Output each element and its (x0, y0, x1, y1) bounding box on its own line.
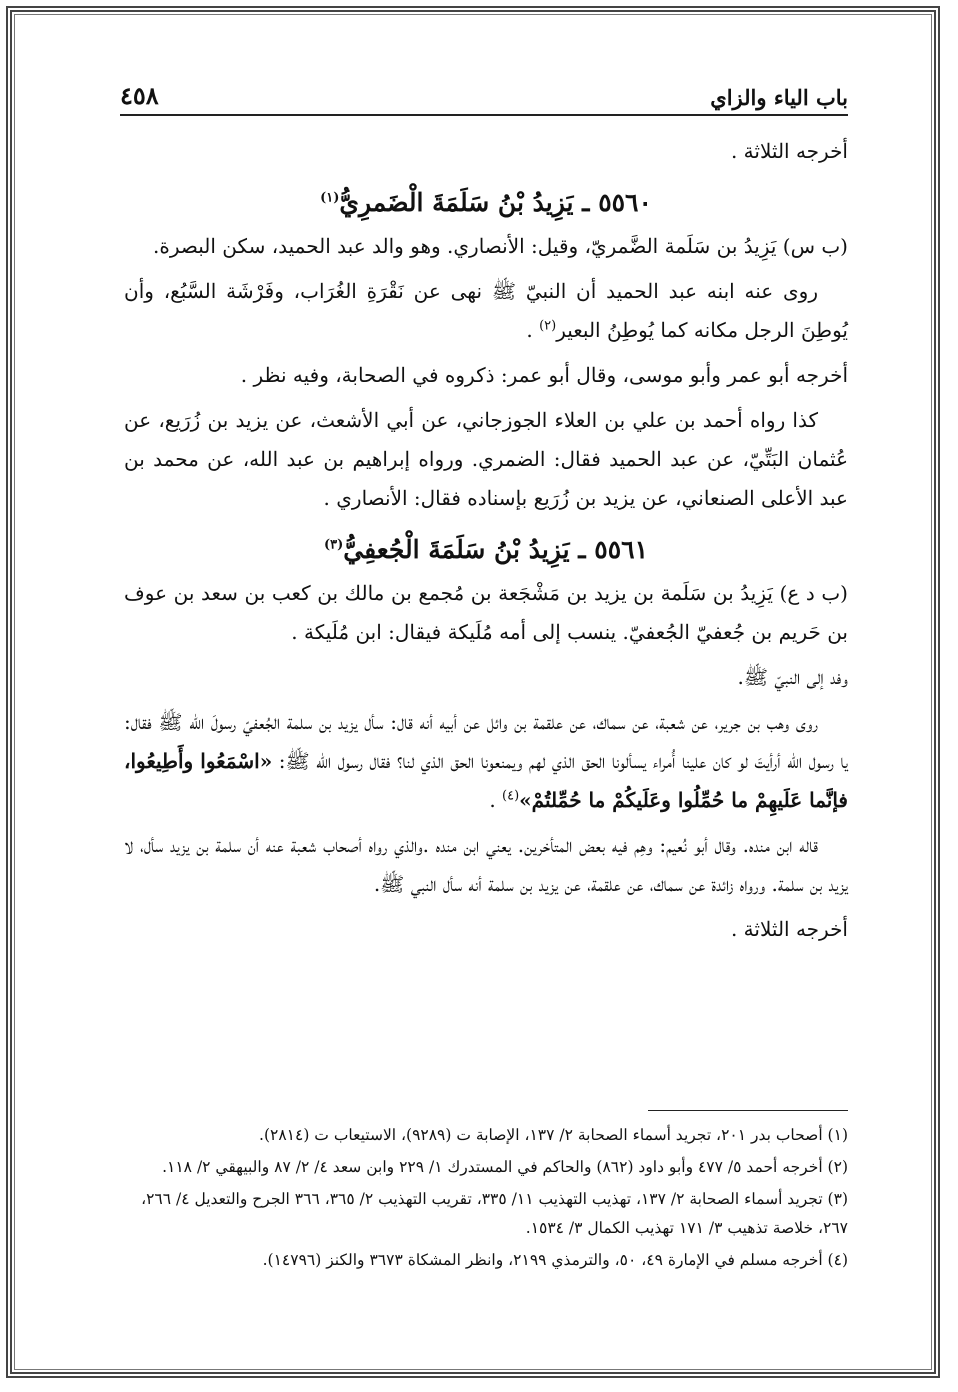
paragraph (124, 272, 848, 350)
entry-title-text: ٥٥٦١ ـ يَزِيدُ بْنُ سَلَمَةَ الْجُعفِيُّ (343, 535, 648, 564)
footnote: (٢) أخرجه أحمد ٥/ ٤٧٧ وأبو داود (٨٦٢) والحاكم في المستدرك ١/ ٢٢٩ وابن سعد ٤/ ٢/ ٨٧ والبيهقي ٢/ ١١٨. (162, 1158, 848, 1176)
footnote-ref: (٤) (502, 788, 520, 804)
paragraph-end: . (489, 788, 503, 812)
entry-title-5561 (124, 530, 848, 570)
paragraph: أخرجه الثلاثة . (730, 917, 848, 941)
footnotes-section (124, 1110, 848, 1278)
entry-title-5560 (124, 183, 848, 223)
paragraph (124, 703, 848, 820)
paragraph-text: روى وهب بن جرير، عن شعبة، عن سماك، عن علقمة بن وائل عن أبيه أنه قال: سأل يزيد بن سلمة الجُعفيّ رسولَ الله ﷺ فقال: يا رسول الله أرأيتَ لو كان علينا أُمراء يسألونا الحق الذي لهم ويمنعونا الحق الذي لنا؟ فقال رسول الله ﷺ: (124, 710, 848, 773)
chapter-title: باب الياء والزاي (710, 85, 848, 110)
paragraph: (ب س) يَزِيدُ بن سَلَمة الضَّمريّ، وقيل: الأنصاري. وهو والد عبد الحميد، سكن البصرة. (153, 234, 848, 258)
paragraph: قاله ابن منده. وقال أبو نُعيم: وهِم فيه بعض المتأخرين. يعني ابن منده .والذي رواه أصحاب شعبة عنه أن سلمة بن يزيد سأل، لا يزيد بن سلمة. ورواه زائدة عن سماك، عن علقمة، عن يزيد بن سلمة أنه سأل النبي ﷺ. (124, 833, 848, 896)
footnote-ref: (٢) (539, 318, 557, 334)
paragraph-end: . (526, 318, 540, 342)
footnote: (٣) تجريد أسماء الصحابة ٢/ ١٣٧، تهذيب التهذيب ١١/ ٣٣٥، تقريب التهذيب ٢/ ٣٦٥، ٣٦٦ الجرح والتعديل ٤/ ٢٦٦، ٢٦٧، خلاصة تذهيب ٣/ ١٧١ تهذيب الكمال ٣/ ١٥٣٤. (141, 1190, 848, 1237)
paragraph: كذا رواه أحمد بن علي بن العلاء الجوزجاني، عن أبي الأشعث، عن يزيد بن زُرَيع، عن عُثمان البَتِّيّ، عن عبد الحميد فقال: الضمري. ورواه إبراهيم بن عبد الله، عن محمد بن عبد الأعلى الصنعاني، عن يزيد بن زُرَيع بإسناده فقال: الأنصاري . (124, 408, 848, 510)
footnote-ref: (١) (320, 190, 340, 206)
paragraph-text: روى عنه ابنه عبد الحميد أن النبيّ ﷺ نهى عن نَقْرَةِ الغُرَاب، وفَرْشَة السَّبُع، وأن يُوطِنَ الرجل مكانه كما يُوطِنُ البعير (124, 279, 848, 342)
footnote: (٤) أخرجه مسلم في الإمارة ٤٩، ٥٠، والترمذي ٢١٩٩، وانظر المشكاة ٣٦٧٣ والكنز (١٤٧٩٦). (262, 1251, 848, 1269)
hadith-quote: «اسْمَعُوا وأَطِيعُوا، فإنَّما عَلَيهِمْ ما حُمِّلُوا وعَلَيكُمْ ما حُمِّلتُمْ» (124, 749, 848, 812)
footnote-divider (648, 1110, 848, 1111)
page-header (120, 82, 848, 116)
paragraph: وفد إلى النبيّ ﷺ. (737, 665, 848, 689)
page-body (124, 132, 848, 955)
paragraph: (ب د ع) يَزِيدُ بن سَلَمة بن يزيد بن مَشْجَعة بن مُجمع بن مالك بن كعب بن سعد بن عوف بن حَريم بن جُعفيّ الجُعفيّ. ينسب إلى أمه مُلَيكة فيقال: ابن مُلَيكة . (124, 581, 848, 644)
entry-title-text: ٥٥٦٠ ـ يَزِيدُ بْنُ سَلَمَةَ الْضَمرِيُّ (339, 188, 652, 217)
footnote: (١) أصحاب بدر ٢٠١، تجريد أسماء الصحابة ٢/ ١٣٧، الإصابة ت (٩٢٨٩)، الاستيعاب ت (٢٨١٤). (259, 1126, 848, 1144)
paragraph: أخرجه أبو عمر وأبو موسى، وقال أبو عمر: ذكروه في الصحابة، وفيه نظر . (240, 363, 848, 387)
page-number: ٤٥٨ (120, 81, 159, 110)
footnote-ref: (٣) (323, 537, 344, 553)
prev-entry-closing: أخرجه الثلاثة . (730, 139, 848, 163)
